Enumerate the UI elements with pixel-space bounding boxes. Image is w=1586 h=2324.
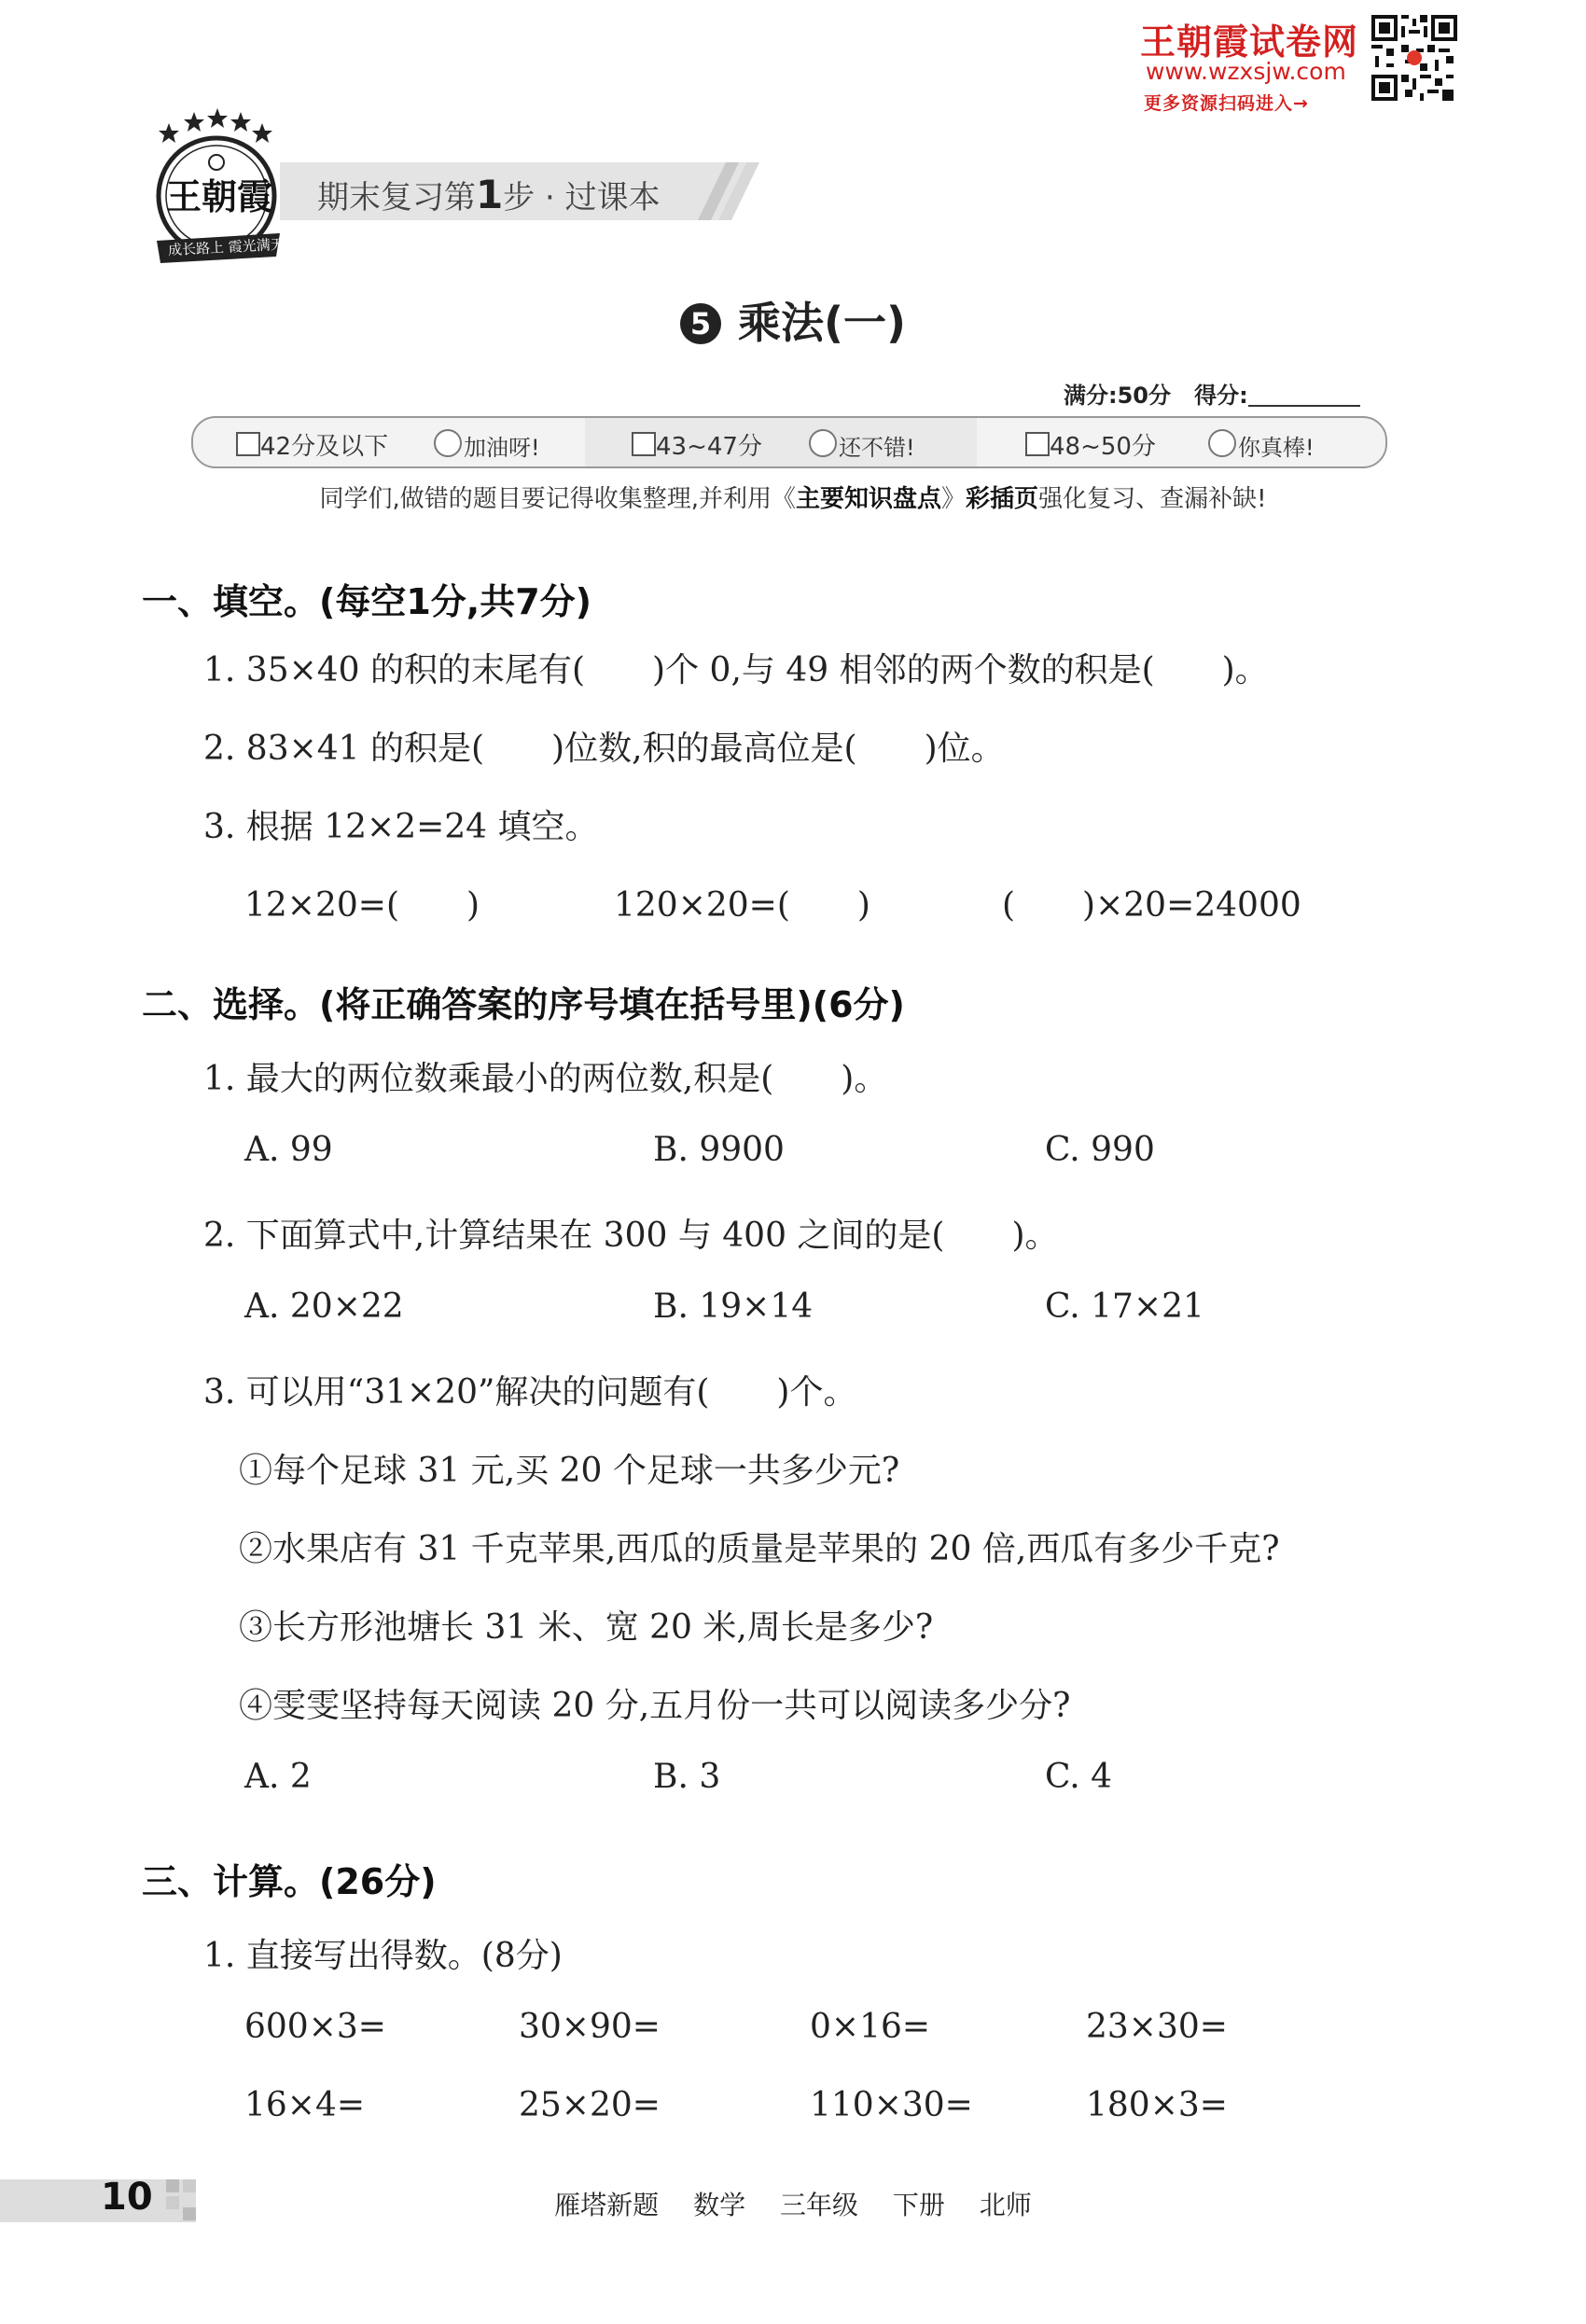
qr-code-icon[interactable] [1371,15,1457,101]
page-title [0,289,1586,351]
grade-segment-high [977,418,1384,466]
question-2-3: 3. 可以用“31×20”解决的问题有( )个。 [203,1373,857,1412]
grade-segment-low [193,418,585,466]
grade-checkbox[interactable] [632,432,656,456]
grade-range: 43~47分 [656,433,762,461]
brand-more-text: 更多资源扫码进入→ [1144,93,1309,114]
question-1-3-a: 12×20=( ) [244,886,480,925]
grade-message: 还不错! [839,435,915,461]
option-2-1-a: A. 99 [244,1131,333,1169]
option-2-2-c: C. 17×21 [1045,1287,1204,1326]
question-1-3: 3. 根据 12×2=24 填空。 [203,808,599,846]
brand-url[interactable]: www.wzxsjw.com [1146,58,1346,85]
grade-range: 48~50分 [1050,433,1156,461]
option-2-2-b: B. 19×14 [653,1287,814,1326]
option-2-3-b: B. 3 [653,1758,721,1796]
face-icon [809,429,837,457]
option-2-3-c: C. 4 [1045,1758,1113,1796]
calc-item: 110×30= [810,2086,973,2124]
option-2-1-c: C. 990 [1045,1131,1155,1169]
grade-message: 你真棒! [1238,435,1315,461]
calc-item: 600×3= [244,2008,386,2046]
calc-item: 30×90= [519,2008,661,2046]
question-2-2: 2. 下面算式中,计算结果在 300 与 400 之间的是( )。 [203,1217,1059,1255]
calc-item: 16×4= [244,2086,366,2124]
logo-name: 王朝霞 [166,176,273,217]
section-calc-title: 三、计算。(26分) [142,1861,437,1902]
question-3-1: 1. 直接写出得数。(8分) [203,1937,563,1975]
calc-item: 23×30= [1086,2008,1228,2046]
question-2-3-item-3: ③长方形池塘长 31 米、宽 20 米,周长是多少? [239,1608,934,1647]
footer-edition: 北师 [979,2190,1032,2220]
grade-message: 加油呀! [464,435,540,461]
option-2-1-b: B. 9900 [653,1131,785,1169]
question-2-1: 1. 最大的两位数乘最小的两位数,积是( )。 [203,1060,888,1098]
question-2-3-item-2: ②水果店有 31 千克苹果,西瓜的质量是苹果的 20 倍,西瓜有多少千克? [239,1530,1280,1568]
footer-series: 雁塔新题 [554,2190,660,2220]
footer-volume: 下册 [892,2190,945,2220]
study-note: 同学们,做错的题目要记得收集整理,并利用《主要知识盘点》彩插页强化复习、查漏补缺! [319,485,1267,513]
option-2-2-a: A. 20×22 [244,1287,404,1326]
title-number: 5 [680,303,721,344]
question-1-2: 2. 83×41 的积是( )位数,积的最高位是( )位。 [203,730,1005,768]
footer-grade: 三年级 [779,2190,858,2220]
brand-name: 王朝霞试卷网 [1140,21,1359,63]
page-number: 10 [101,2176,153,2219]
question-1-1: 1. 35×40 的积的末尾有( )个 0,与 49 相邻的两个数的积是( )。 [203,651,1269,689]
score-blank[interactable] [1248,383,1360,407]
step-banner [280,159,765,224]
question-2-3-item-4: ④雯雯坚持每天阅读 20 分,五月份一共可以阅读多少分? [239,1687,1071,1725]
face-icon [1208,429,1236,457]
question-1-3-b: 120×20=( ) [614,886,870,925]
option-2-3-a: A. 2 [244,1758,312,1796]
section-choice-title: 二、选择。(将正确答案的序号填在括号里)(6分) [142,984,905,1025]
section-fill-blank-title: 一、填空。(每空1分,共7分) [142,581,592,622]
title-text: 乘法(一) [737,298,907,348]
grade-segment-mid [585,418,977,466]
got-score-label: 得分: [1194,383,1248,409]
banner-text: 期末复习第1步 · 过课本 [317,172,661,217]
question-1-3-c: ( )×20=24000 [1002,886,1301,925]
footer-subject: 数学 [693,2190,746,2220]
calc-item: 0×16= [810,2008,931,2046]
calc-item: 25×20= [519,2086,661,2124]
grade-bar [191,416,1387,468]
score-line [1064,377,1360,410]
footer-info [0,2185,1586,2222]
grade-checkbox[interactable] [1025,432,1050,456]
full-score: 满分:50分 [1064,383,1171,409]
face-icon [434,429,462,457]
grade-checkbox[interactable] [236,432,260,456]
logo-slogan: 成长路上 霞光满天 [167,235,285,259]
calc-item: 180×3= [1086,2086,1228,2124]
question-2-3-item-1: ①每个足球 31 元,买 20 个足球一共多少元? [239,1452,900,1490]
grade-range: 42分及以下 [260,433,389,461]
